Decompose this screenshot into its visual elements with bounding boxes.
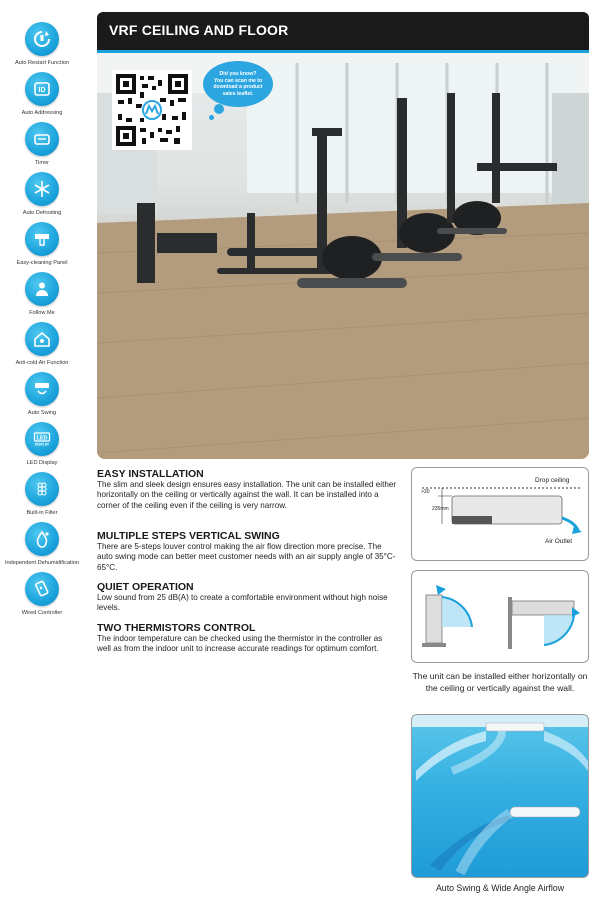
dimension-diagram (411, 467, 589, 561)
airflow-caption: Auto Swing & Wide Angle Airflow (435, 883, 565, 893)
follow-me-icon (25, 272, 59, 306)
feature-follow-me (0, 272, 84, 317)
air-outlet-label: Air Outlet (545, 538, 573, 545)
qr-code-image (116, 74, 188, 146)
led-badge-text: LED (36, 435, 48, 442)
section-easy-installation (97, 468, 397, 511)
section-body: Low sound from 25 dB(A) to create a comfortable environment without high noise levels. (97, 593, 388, 613)
feature-label: Follow Me (29, 310, 55, 316)
auto-defrosting-icon (25, 172, 59, 206)
led-badge-subtext: DISPLAY (34, 442, 50, 447)
section-vertical-swing (97, 530, 397, 573)
airflow-drawing (412, 715, 589, 878)
bubble-tail-dot (209, 115, 214, 120)
dimension-height-label: 235mm (432, 506, 449, 512)
section-title: TWO THERMISTORS CONTROL (97, 622, 256, 634)
bubble-line: sales leaflet. (222, 90, 254, 97)
section-two-thermistors (97, 622, 397, 655)
orientation-drawing (412, 571, 589, 663)
led-display-icon (25, 422, 59, 456)
timer-icon (25, 122, 59, 156)
feature-label: Built-in Filter (26, 510, 58, 516)
feature-anti-cold-air (0, 322, 84, 367)
dimension-top-label: >30 (421, 489, 430, 495)
feature-label: LED Display (26, 460, 58, 466)
feature-label: Auto Defrosting (22, 210, 62, 216)
section-title: QUIET OPERATION (97, 581, 194, 593)
feature-auto-defrosting (0, 172, 84, 217)
feature-label: Timer (34, 160, 50, 166)
svg-text:ID: ID (38, 87, 46, 94)
feature-dehumidification (0, 522, 84, 567)
feature-led-display (0, 422, 84, 467)
page-title: VRF CEILING AND FLOOR (109, 22, 289, 38)
section-quiet-operation (97, 581, 397, 614)
feature-auto-swing (0, 372, 84, 417)
dehumidification-icon (25, 522, 59, 556)
feature-label: Wired Controller (21, 610, 63, 616)
auto-addressing-icon (25, 72, 59, 106)
feature-label: Auto Swing (27, 410, 57, 416)
feature-label: Easy-cleaning Panel (16, 260, 68, 266)
section-body: The slim and sleek design ensures easy installation. The unit can be installed either horizontally on the ceiling or vertically against the wall. It can be installed into a corner of the ceiling even if the ceiling is very narrow. (97, 480, 397, 510)
drop-ceiling-label: Drop ceiling (535, 477, 570, 484)
section-title: EASY INSTALLATION (97, 468, 204, 480)
airflow-illustration (411, 714, 589, 878)
bubble-tail-dot (214, 104, 224, 114)
anti-cold-air-icon (25, 322, 59, 356)
feature-built-in-filter (0, 472, 84, 517)
built-in-filter-icon (25, 472, 59, 506)
feature-timer (0, 122, 84, 167)
installation-orientation-diagram (411, 570, 589, 663)
bubble-line: Did you know? (219, 71, 257, 77)
feature-easy-cleaning-panel (0, 222, 84, 267)
section-body: There are 5-steps louver control making the air flow direction more precise. The auto swing mode can better meet customer needs with an air supply angle of 35°C-65°C. (97, 542, 396, 572)
section-title: MULTIPLE STEPS VERTICAL SWING (97, 530, 280, 542)
auto-swing-icon (25, 372, 59, 406)
qr-callout-bubble (203, 61, 273, 107)
section-body: The indoor temperature can be checked using the thermistor in the controller as well as from the indoor unit to increase accurate readings for optimum comfort. (97, 634, 383, 654)
installation-caption: The unit can be installed either horizontally on the ceiling or vertically against the wall. (412, 671, 588, 693)
feature-wired-controller (0, 572, 84, 617)
feature-label: Auto Restart Function (14, 60, 70, 66)
bubble-line: You can scan me to (213, 77, 263, 84)
qr-code[interactable] (112, 70, 192, 150)
feature-auto-restart (0, 22, 84, 67)
feature-label: Anti-cold Air Function (15, 360, 69, 366)
feature-label: Auto Addressing (21, 110, 63, 116)
page-header (97, 12, 589, 50)
feature-label: Independent Dehumidification (4, 560, 79, 566)
wired-controller-icon (25, 572, 59, 606)
feature-auto-addressing (0, 72, 84, 117)
easy-cleaning-panel-icon (25, 222, 59, 256)
auto-restart-icon (25, 22, 59, 56)
bubble-line: download a product (213, 84, 263, 90)
